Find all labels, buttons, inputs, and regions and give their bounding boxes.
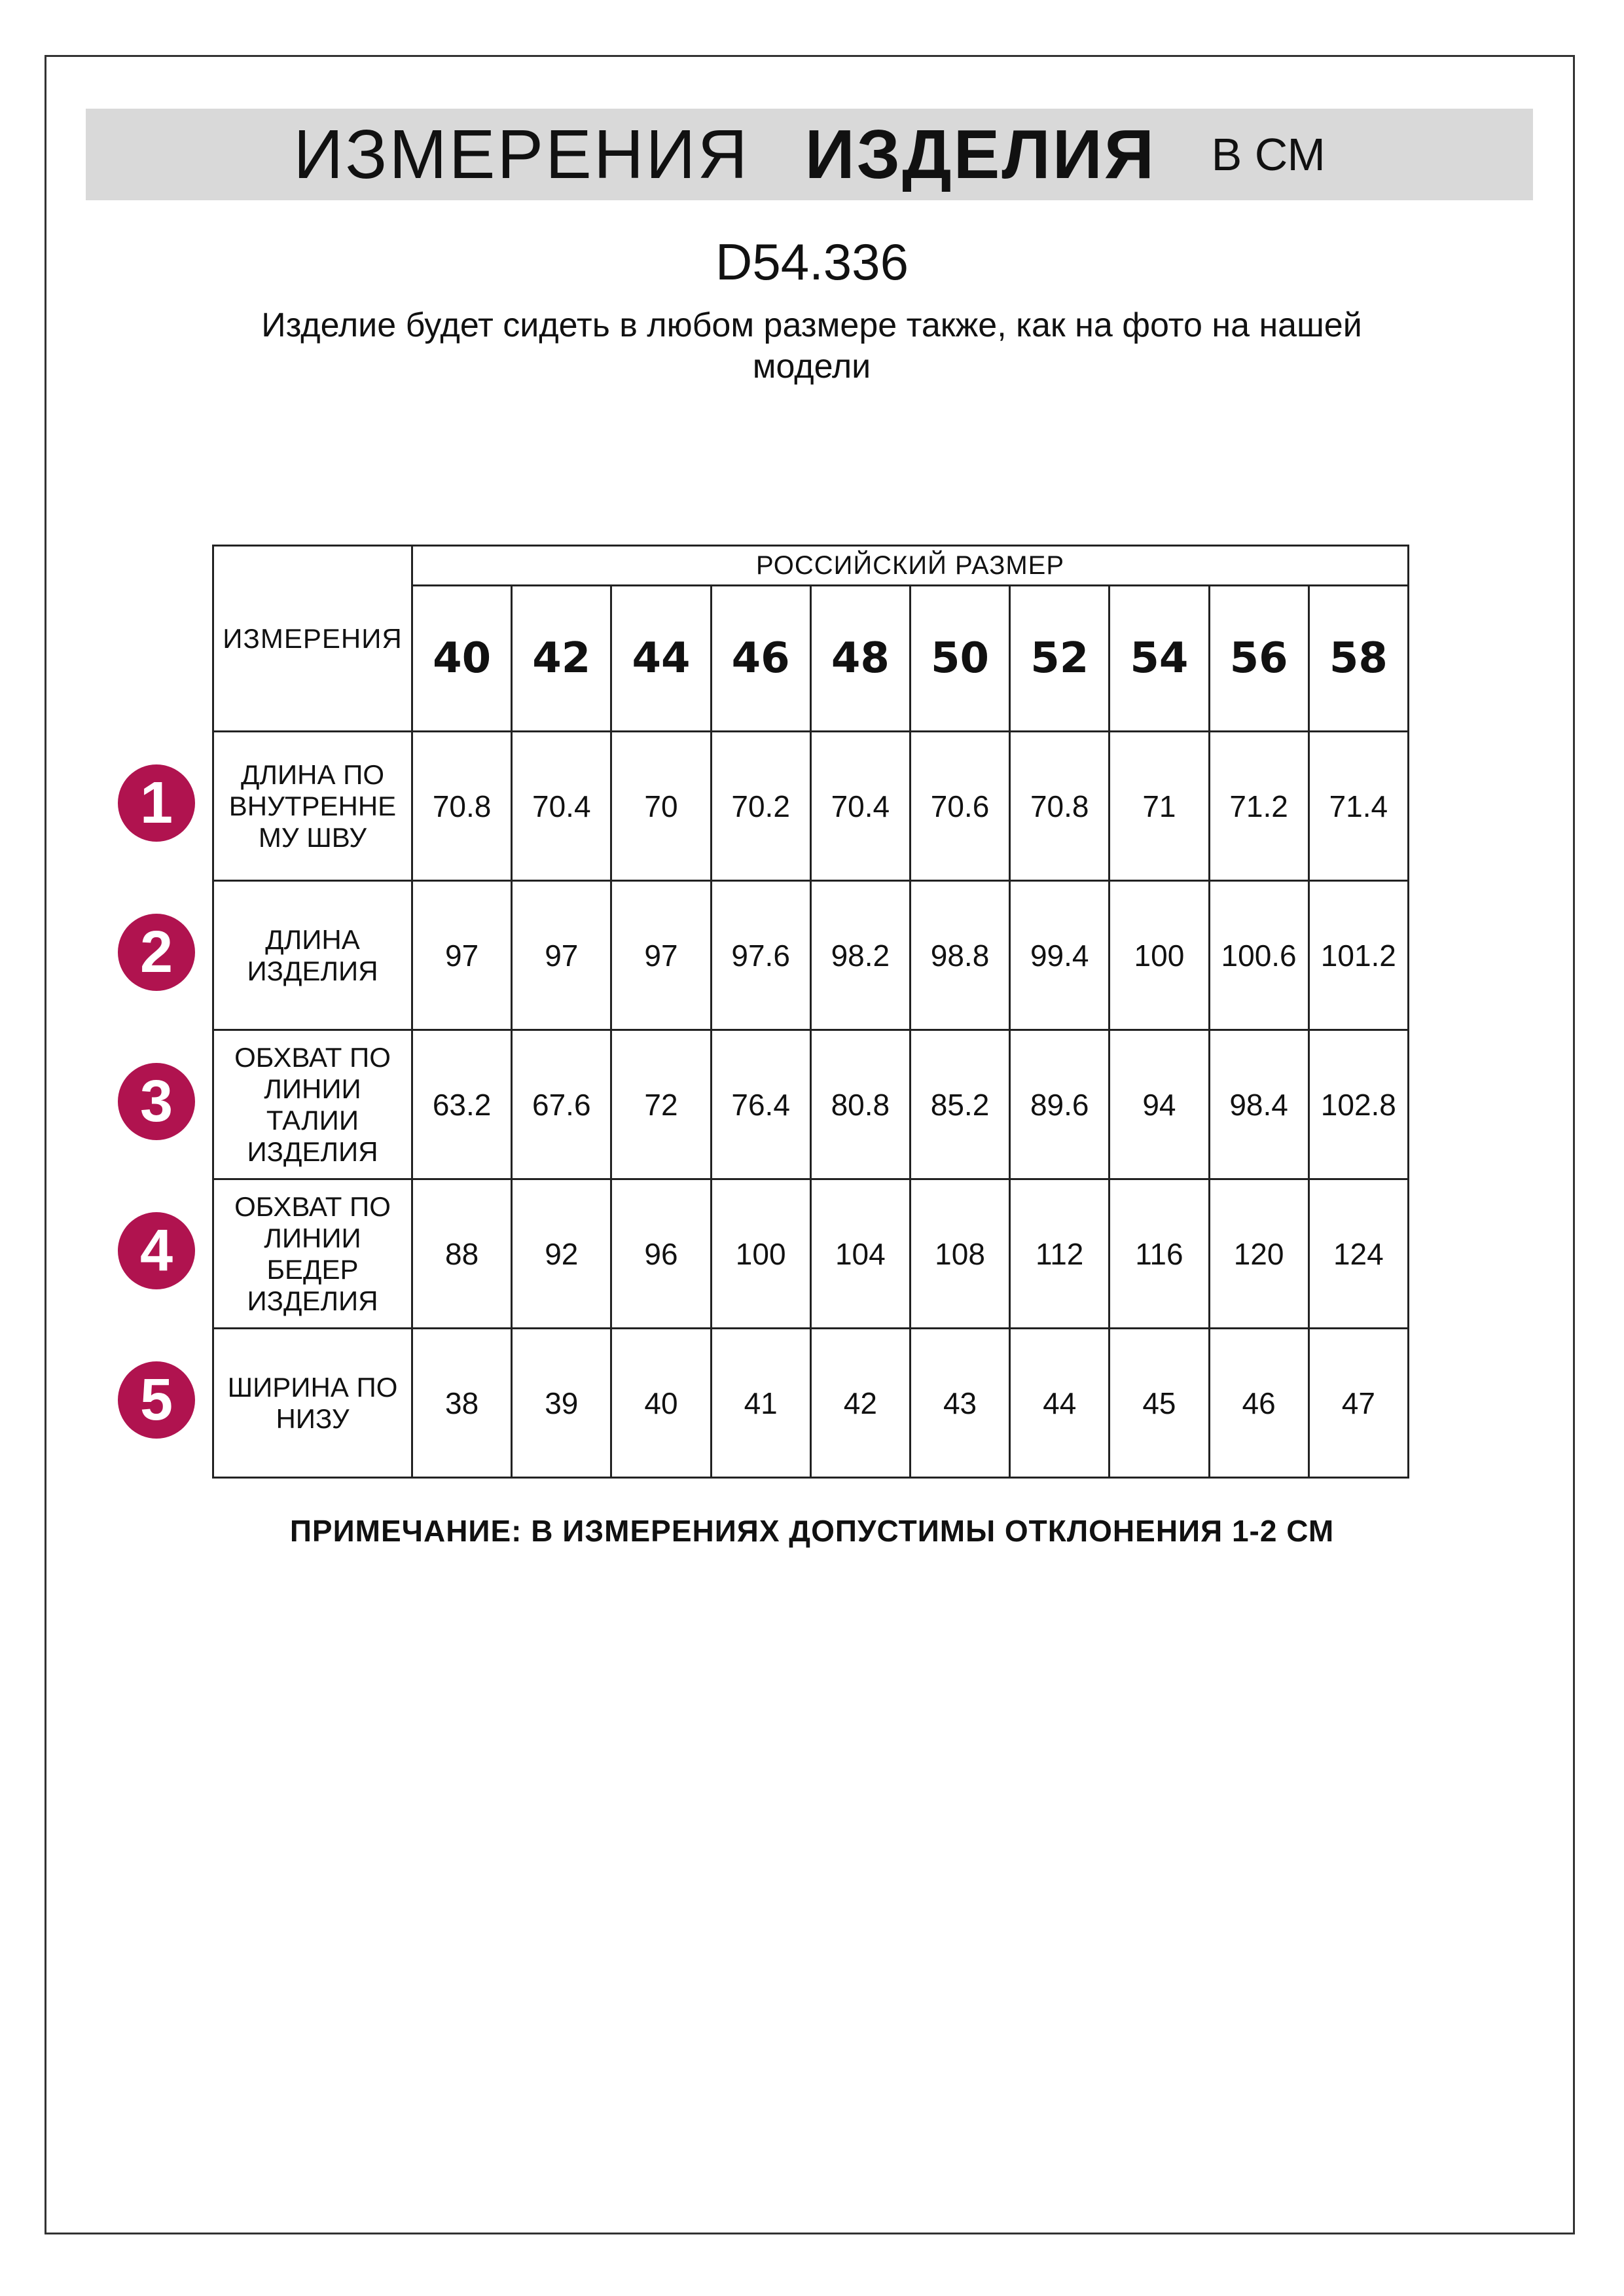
table-cell: 100: [711, 1179, 810, 1329]
size-header-cell: 56: [1209, 586, 1308, 732]
row-label: ОБХВАТ ПО ЛИНИИ ТАЛИИ ИЗДЕЛИЯ: [213, 1030, 412, 1179]
table-cell: 98.4: [1209, 1030, 1308, 1179]
table-cell: 104: [810, 1179, 910, 1329]
size-header-cell: 50: [910, 586, 1009, 732]
table-cell: 46: [1209, 1329, 1308, 1478]
table-cell: 70.8: [412, 732, 512, 881]
size-header-cell: 52: [1010, 586, 1110, 732]
title-bar: [86, 109, 1533, 200]
table-cell: 99.4: [1010, 881, 1110, 1030]
table-cell: 39: [512, 1329, 611, 1478]
table-cell: 97: [611, 881, 711, 1030]
subtitle: Изделие будет сидеть в любом размере также, как на фото на нашей модели: [261, 306, 1362, 386]
table-cell: 67.6: [512, 1030, 611, 1179]
size-header-cell: 44: [611, 586, 711, 732]
table-cell: 72: [611, 1030, 711, 1179]
table-cell: 70.8: [1010, 732, 1110, 881]
table-cell: 102.8: [1308, 1030, 1408, 1179]
row-number-badge: 3: [118, 1063, 195, 1140]
table-cell: 88: [412, 1179, 512, 1329]
table-cell: 89.6: [1010, 1030, 1110, 1179]
table-cell: 44: [1010, 1329, 1110, 1478]
size-header-cell: 46: [711, 586, 810, 732]
row-number-badge: 5: [118, 1361, 195, 1439]
table-cell: 100.6: [1209, 881, 1308, 1030]
table-cell: 85.2: [910, 1030, 1009, 1179]
table-cell: 124: [1308, 1179, 1408, 1329]
table-cell: 97: [412, 881, 512, 1030]
table-cell: 70: [611, 732, 711, 881]
title-bold: ИЗДЕЛИЯ: [804, 116, 1157, 193]
table-cell: 120: [1209, 1179, 1308, 1329]
row-number-badge: 1: [118, 764, 195, 842]
row-label: ШИРИНА ПО НИЗУ: [213, 1329, 412, 1478]
size-table: [212, 545, 1409, 1479]
table-row: [213, 881, 1409, 1030]
table-cell: 45: [1110, 1329, 1209, 1478]
table-cell: 116: [1110, 1179, 1209, 1329]
product-code: D54.336: [715, 233, 909, 291]
table-body: [213, 732, 1409, 1478]
size-system-header: РОССИЙСКИЙ РАЗМЕР: [412, 546, 1409, 586]
table-cell: 71: [1110, 732, 1209, 881]
table-cell: 40: [611, 1329, 711, 1478]
row-label: ОБХВАТ ПО ЛИНИИ БЕДЕР ИЗДЕЛИЯ: [213, 1179, 412, 1329]
row-label: ДЛИНА ПО ВНУТРЕННЕ МУ ШВУ: [213, 732, 412, 881]
table-cell: 70.6: [910, 732, 1009, 881]
table-cell: 100: [1110, 881, 1209, 1030]
table-cell: 71.4: [1308, 732, 1408, 881]
size-header-cell: 58: [1308, 586, 1408, 732]
table-cell: 47: [1308, 1329, 1408, 1478]
table-cell: 97.6: [711, 881, 810, 1030]
table-cell: 92: [512, 1179, 611, 1329]
table-cell: 42: [810, 1329, 910, 1478]
row-label: ДЛИНА ИЗДЕЛИЯ: [213, 881, 412, 1030]
table-cell: 101.2: [1308, 881, 1408, 1030]
table-row: [213, 732, 1409, 881]
size-header-cell: 54: [1110, 586, 1209, 732]
table-cell: 94: [1110, 1030, 1209, 1179]
size-header-cell: 40: [412, 586, 512, 732]
table-cell: 38: [412, 1329, 512, 1478]
table-row: [213, 1179, 1409, 1329]
table-cell: 97: [512, 881, 611, 1030]
table-cell: 41: [711, 1329, 810, 1478]
title-unit: В СМ: [1211, 129, 1326, 180]
table-cell: 70.4: [512, 732, 611, 881]
table-cell: 98.2: [810, 881, 910, 1030]
table-cell: 43: [910, 1329, 1009, 1478]
table-cell: 96: [611, 1179, 711, 1329]
table-cell: 112: [1010, 1179, 1110, 1329]
table-cell: 71.2: [1209, 732, 1308, 881]
table-row: [213, 1030, 1409, 1179]
table-cell: 70.4: [810, 732, 910, 881]
measurements-header: ИЗМЕРЕНИЯ: [213, 546, 412, 732]
size-header-cell: 42: [512, 586, 611, 732]
title-light: ИЗМЕРЕНИЯ: [293, 116, 750, 193]
table-cell: 108: [910, 1179, 1009, 1329]
size-header-cell: 48: [810, 586, 910, 732]
table-cell: 80.8: [810, 1030, 910, 1179]
table-cell: 70.2: [711, 732, 810, 881]
note: ПРИМЕЧАНИЕ: В ИЗМЕРЕНИЯХ ДОПУСТИМЫ ОТКЛОНЕНИЯ 1-2 СМ: [289, 1514, 1335, 1548]
table-row: [213, 1329, 1409, 1478]
table-cell: 98.8: [910, 881, 1009, 1030]
table-cell: 63.2: [412, 1030, 512, 1179]
row-number-badge: 4: [118, 1212, 195, 1289]
table-cell: 76.4: [711, 1030, 810, 1179]
row-number-badge: 2: [118, 914, 195, 991]
